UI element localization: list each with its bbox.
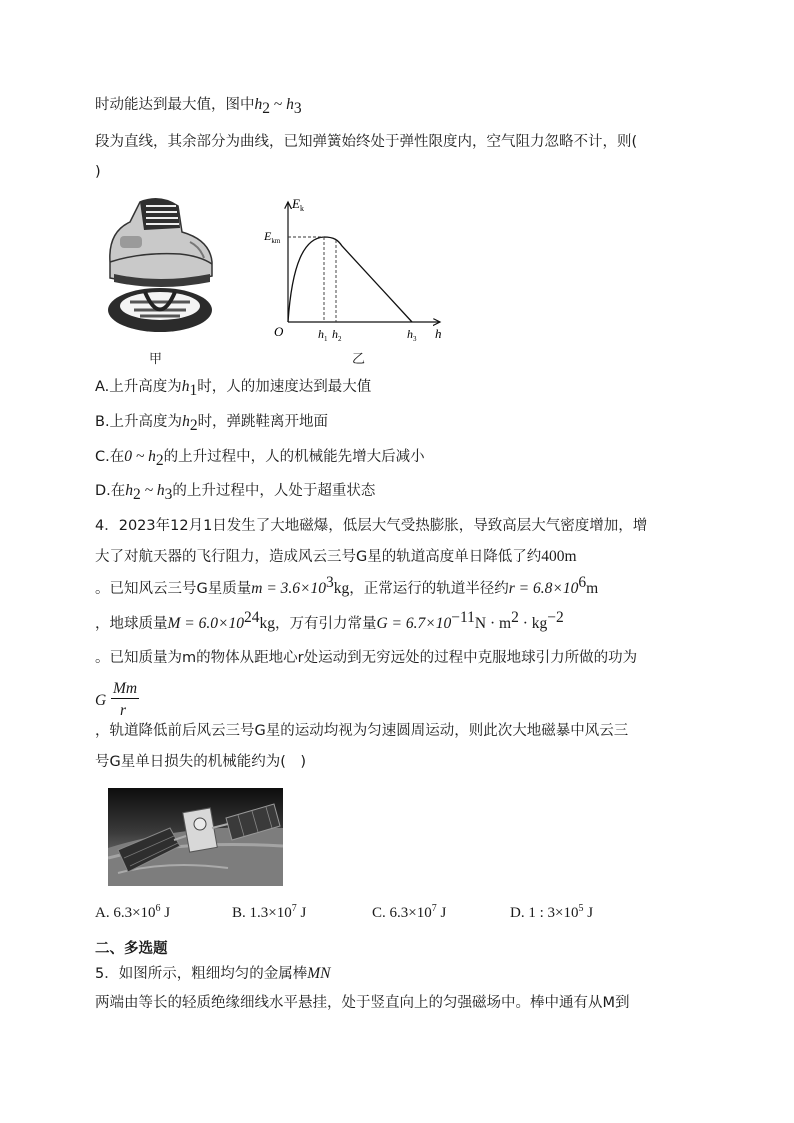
y-axis-label: $E_k$ bbox=[292, 196, 304, 213]
q3-option-d: D.在$h_2$ ~ $h_3$的上升过程中，人处于超重状态 bbox=[95, 482, 376, 503]
q4-line2: 大了对航天器的飞行阻力，造成风云三号G星的轨道高度单日降低了约400m bbox=[95, 548, 577, 565]
ekm-label: $E_{km}$ bbox=[264, 229, 281, 245]
h2-label: $h_2$ bbox=[332, 327, 342, 343]
jumping-shoe-image bbox=[100, 192, 222, 342]
satellite-photo bbox=[108, 788, 283, 886]
q4-option-c: C. $6.3\times 10^7$ J bbox=[372, 903, 447, 921]
q3-line2: 段为直线，其余部分为曲线，已知弹簧始终处于弹性限度内，空气阻力忽略不计，则( bbox=[95, 134, 638, 150]
q4-option-d: D. 1 : $3\times 10^5$ J bbox=[510, 903, 594, 921]
h1-label: $h_1$ bbox=[318, 327, 328, 343]
q4-line3: 。已知风云三号G星质量$m = 3.6\times 10^3kg$，正常运行的轨道半径约$r = 6.8\times 10^6m$ bbox=[95, 574, 599, 597]
q3-line1: 时动能达到最大值，图中$h_2$ ~ $h_3$ bbox=[95, 96, 302, 117]
q4-line1: 4．2023年12月1日发生了大地磁爆，低层大气受热膨胀，导致高层大气密度增加，增 bbox=[95, 518, 648, 534]
origin-label: O bbox=[274, 324, 284, 339]
ek-curve bbox=[288, 237, 412, 322]
q4-option-b: B. $1.3\times 10^7$ J bbox=[232, 903, 307, 921]
q3-option-a: A.上升高度为$h_1$时，人的加速度达到最大值 bbox=[95, 378, 372, 399]
x-axis-label: h bbox=[435, 326, 442, 341]
q5-line2: 两端由等长的轻质绝缘细线水平悬挂，处于竖直向上的匀强磁场中。棒中通有从M到 bbox=[95, 995, 630, 1011]
q3-option-c: C.在0 ~ $h_2$的上升过程中，人的机械能先增大后减小 bbox=[95, 448, 425, 469]
figure-yi-label: 乙 bbox=[352, 352, 366, 367]
ek-h-graph bbox=[262, 194, 452, 344]
section-heading: 二、多选题 bbox=[95, 941, 168, 957]
q4-line7: 号G星单日损失的机械能约为( ) bbox=[95, 754, 307, 770]
q3-option-b: B.上升高度为$h_2$时，弹跳鞋离开地面 bbox=[95, 413, 329, 434]
q4-line5: 。已知质量为m的物体从距地心r处运动到无穷远处的过程中克服地球引力所做的功为 bbox=[95, 650, 638, 666]
q4-line4: ，地球质量$M = 6.0\times 10^{24}kg$，万有引力常量$G = 6.7\times 10^{-11}N \cdot m^2 \cdot kg^{-2}$ bbox=[95, 609, 564, 632]
q3-line3: ) bbox=[95, 164, 101, 180]
q5-line1: 5．如图所示，粗细均匀的金属棒MN bbox=[95, 965, 331, 982]
q4-option-a: A. $6.3\times 10^6$ J bbox=[95, 903, 171, 921]
figure-jia-label: 甲 bbox=[149, 352, 163, 367]
q4-line6: ，轨道降低前后风云三号G星的运动均视为匀速圆周运动，则此次大地磁暴中风云三 bbox=[95, 723, 629, 739]
h3-label: $h_3$ bbox=[407, 327, 417, 343]
